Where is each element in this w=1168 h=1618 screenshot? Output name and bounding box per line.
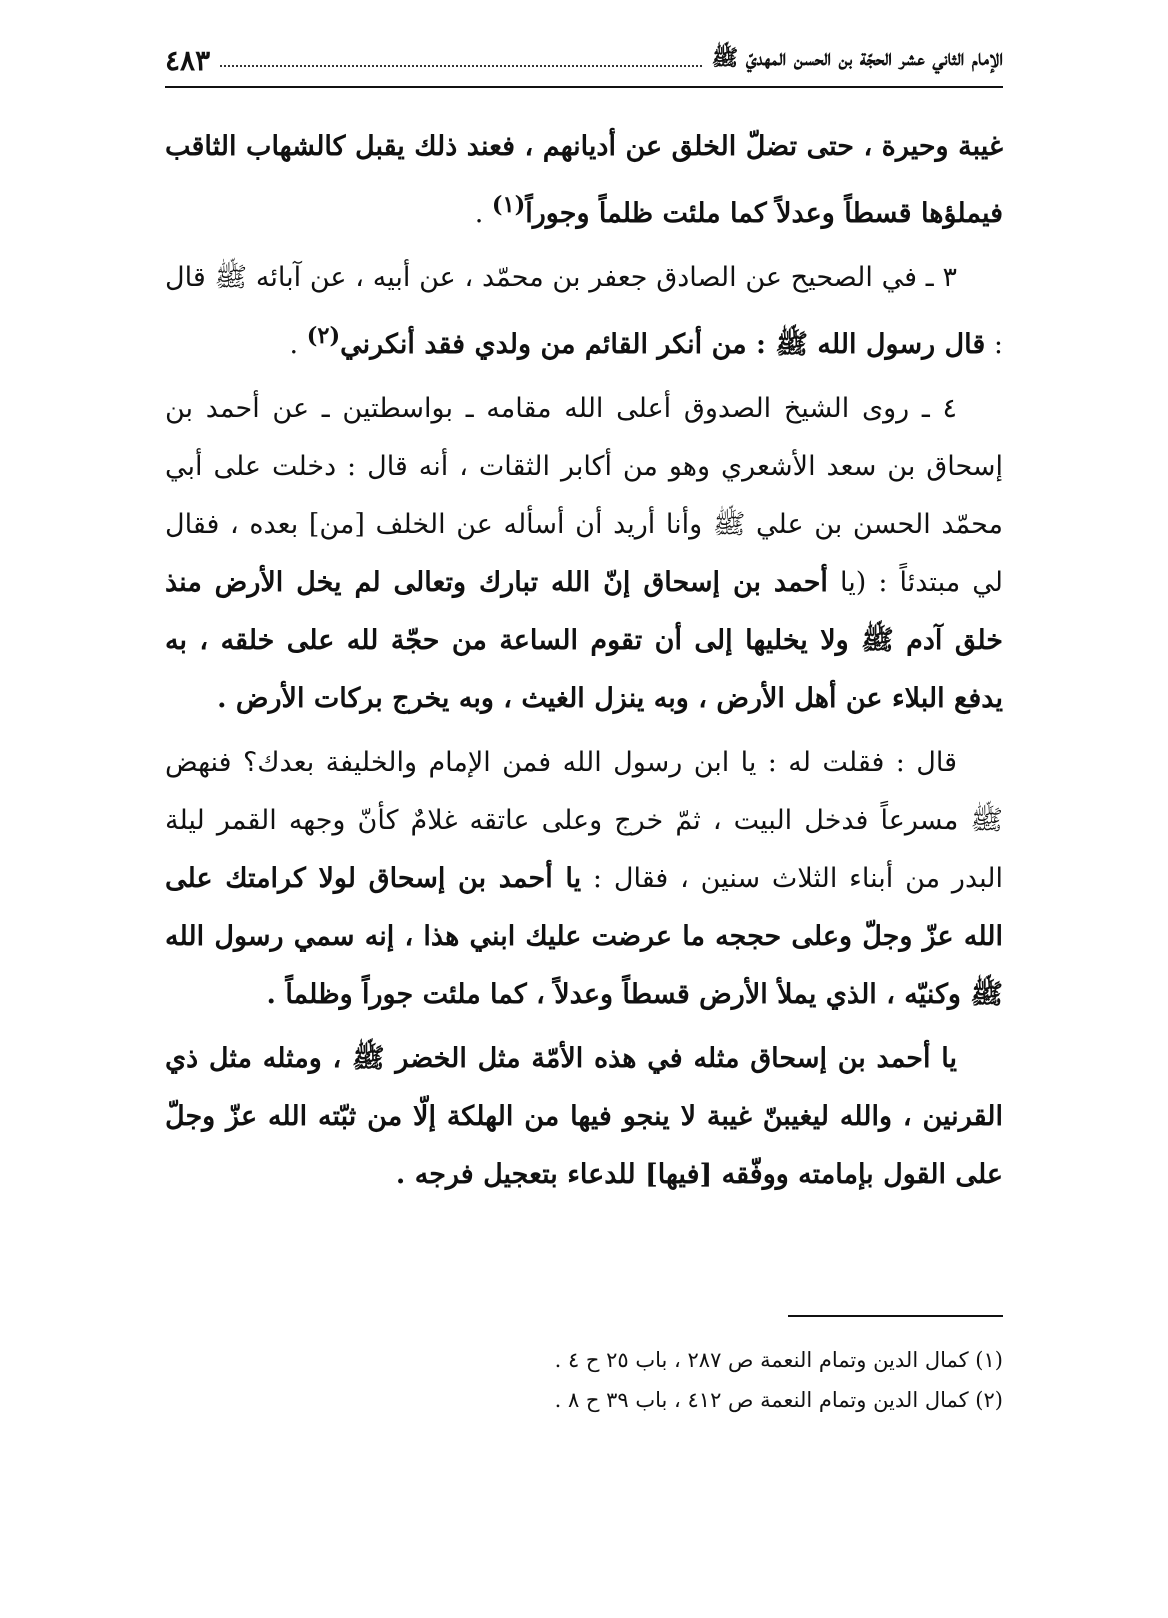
paragraph-2-intro: ٣ ـ في الصحيح عن الصادق جعفر بن محمّد ، عن أبيه ، عن آبائه ﷺ قال : <box>165 262 1003 360</box>
body-text <box>165 118 1003 1210</box>
paragraph-2-end: . <box>289 329 307 360</box>
paragraph-3 <box>165 380 1003 728</box>
header-rule <box>165 86 1003 88</box>
paragraph-1-quote: غيبة وحيرة ، حتى تضلّ الخلق عن أديانهم ، فعند ذلك يقبل كالشهاب الثاقب فيملؤها قسطاً وعدلاً كما ملئت ظلماً وجوراً <box>165 131 1003 229</box>
footnote-1: (١) كمال الدين وتمام النعمة ص ٢٨٧ ، باب ٢٥ ح ٤ . <box>554 1348 1003 1372</box>
footnote-2: (٢) كمال الدين وتمام النعمة ص ٤١٢ ، باب ٣٩ ح ٨ . <box>554 1388 1003 1412</box>
paragraph-3-intro: ٤ ـ روى الشيخ الصدوق أعلى الله مقامه ـ بواسطتين ـ عن أحمد بن إسحاق بن سعد الأشعري وهو من أكابر الثقات ، أنه قال : دخلت على أبي محمّد الحسن بن علي ﷺ وأنا أريد أن أسأله عن الخلف [من] بعده ، فقال لي مبتدئاً : (يا <box>165 393 1003 598</box>
paragraph-3-quote: أحمد بن إسحاق إنّ الله تبارك وتعالى لم يخل الأرض منذ خلق آدم ﷺ ولا يخليها إلى أن تقوم الساعة من حجّة لله على خلقه ، به يدفع البلاء عن أهل الأرض ، وبه ينزل الغيث ، وبه يخرج بركات الأرض . <box>165 567 1003 714</box>
footnotes <box>165 1340 1003 1420</box>
page-number: ٤٨٣ <box>165 43 211 77</box>
leader-dots <box>220 65 702 67</box>
footnote-rule <box>788 1315 1003 1317</box>
paragraph-4 <box>165 734 1003 1024</box>
paragraph-5-quote: يا أحمد بن إسحاق مثله في هذه الأمّة مثل الخضر ﷺ ، ومثله مثل ذي القرنين ، والله ليغيبنّ غيبة لا ينجو فيها من الهلكة إلّا من ثبّته الله عزّ وجلّ على القول بإمامته ووفّقه [فيها] للدعاء بتعجيل فرجه . <box>165 1043 1003 1190</box>
footnote-ref-1: (١) <box>491 192 526 218</box>
paragraph-4-quote: يا أحمد بن إسحاق لولا كرامتك على الله عزّ وجلّ وعلى حججه ما عرضت عليك ابني هذا ، إنه سمي رسول الله ﷺ وكنيّه ، الذي يملأ الأرض قسطاً وعدلاً ، كما ملئت جوراً وظلماً . <box>165 863 1003 1010</box>
paragraph-1 <box>165 118 1003 243</box>
paragraph-2-quote: قال رسول الله ﷺ : من أنكر القائم من ولدي فقد أنكرني <box>340 329 986 360</box>
paragraph-1-end: . <box>474 198 492 229</box>
paragraph-5 <box>165 1030 1003 1204</box>
paragraph-2 <box>165 249 1003 374</box>
footnote-ref-2: (٢) <box>306 323 341 349</box>
running-header <box>165 40 1003 80</box>
running-title: الإمام الثاني عشر الحجّة بن الحسن المهديّ ﷺ <box>711 45 1003 71</box>
paragraph-4-intro: قال : فقلت له : يا ابن رسول الله فمن الإمام والخليفة بعدك؟ فنهض ﷺ مسرعاً فدخل البيت ، ثمّ خرج وعلى عاتقه غلامٌ كأنّ وجهه القمر ليلة البدر من أبناء الثلاث سنين ، فقال : <box>165 747 1003 894</box>
